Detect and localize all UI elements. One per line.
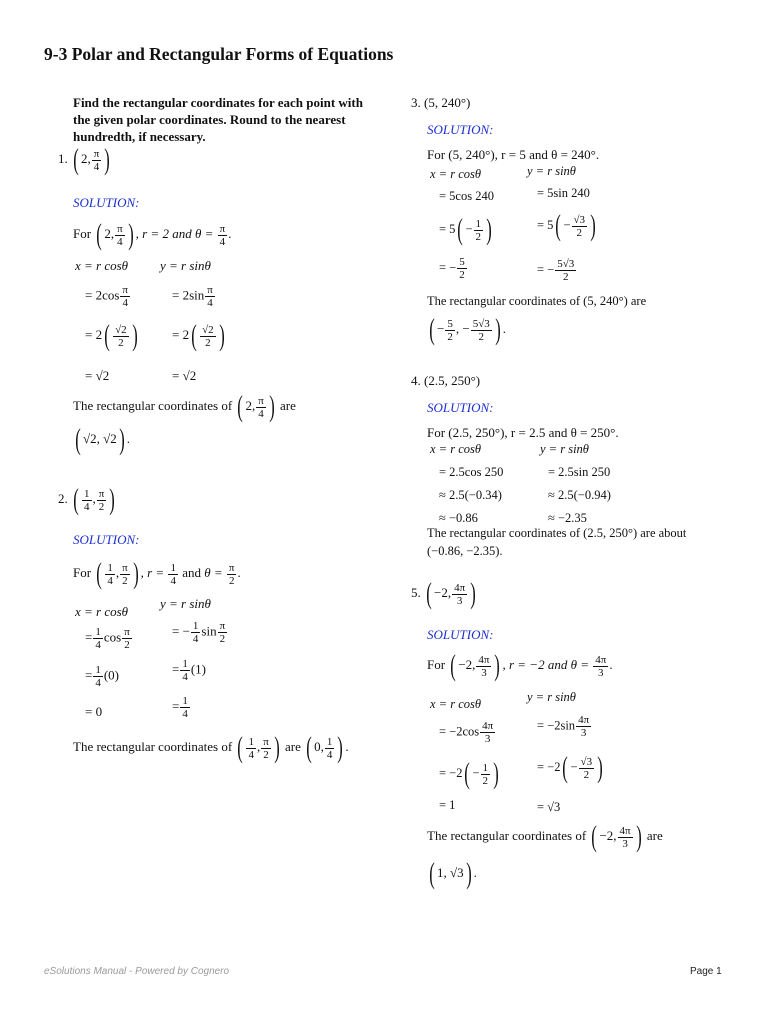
solution-label: SOLUTION:	[427, 400, 494, 415]
x-step: = 5( − $\frac{1}{2}$ )	[439, 213, 492, 246]
x-formula: x = r cosθ	[75, 604, 129, 619]
x-result: = 1	[439, 798, 456, 812]
paren-right: )	[104, 143, 111, 176]
problem-5-result: The rectangular coordinates of ( −2, $\frac{4\pi}{3}$ ) are	[427, 820, 663, 853]
x-result: = √2	[85, 368, 110, 383]
problem-2-heading: 2. ( $\frac{1}{4}$ , $\frac{\pi}{2}$ )	[58, 483, 116, 516]
problem-2-given: For ( $\frac{1}{4}$ , $\frac{\pi}{2}$ ) , r = $\frac{1}{4}$ and θ = $\frac{\pi}{2}$ .	[73, 557, 241, 590]
y-result: = − $\frac{5√3}{2}$	[537, 258, 575, 283]
solution-label: SOLUTION:	[427, 122, 494, 137]
x-step: = 2( $\frac{√2}{2}$ )	[85, 319, 138, 352]
problem-5-heading: 5. ( −2, $\frac{4\pi}{3}$ )	[411, 577, 476, 610]
problem-1-result: The rectangular coordinates of ( 2, $\frac{\pi}{4}$ ) are	[73, 390, 296, 423]
footer-source: eSolutions Manual - Powered by Cognero	[44, 966, 230, 977]
x-step: = 2.5cos 250	[439, 465, 504, 479]
problem-3-answer: ( − $\frac{5}{2}$ , − $\frac{5√3}{2}$ ) .	[429, 313, 506, 346]
problem-1-given: For ( 2, $\frac{\pi}{4}$ ) , r = 2 and θ = $\frac{\pi}{4}$ .	[73, 218, 232, 251]
x-step: = $\frac{1}{4}$ (0)	[85, 664, 120, 689]
y-step: = 2sin $\frac{\pi}{4}$	[172, 284, 213, 309]
problem-1-answer: ( √2, √2) .	[75, 423, 131, 456]
problem-2-result: The rectangular coordinates of ( $\frac{1}{4}$ , $\frac{\pi}{2}$ ) are ( 0, $\frac{1}{4}$ ) .	[73, 731, 349, 764]
solution-label: SOLUTION:	[73, 195, 140, 210]
problem-4-result: The rectangular coordinates of (2.5, 250°) are about	[427, 526, 687, 540]
instructions: Find the rectangular coordinates for each point with the given polar coordinates. Round to the nearest hundredth, if necessary.	[73, 95, 363, 144]
y-step: = − $\frac{1}{4}$ sin $\frac{\pi}{2}$	[172, 620, 226, 645]
y-step: = $\frac{1}{4}$ (1)	[172, 658, 207, 683]
y-step: ≈ 2.5(−0.94)	[548, 488, 611, 502]
solution-label: SOLUTION:	[73, 532, 140, 547]
x-formula: x = r cosθ	[75, 258, 129, 273]
y-step: = 5( − $\frac{√3}{2}$ )	[537, 209, 596, 242]
x-step: = −2cos $\frac{4\pi}{3}$	[439, 720, 494, 745]
problem-5-given: For ( −2, $\frac{4\pi}{3}$ ) , r = −2 and θ = $\frac{4\pi}{3}$ .	[427, 649, 613, 682]
y-formula: y = r sinθ	[540, 442, 589, 456]
y-step: = 5sin 240	[537, 186, 590, 200]
problem-4-heading: 4. (2.5, 250°)	[411, 373, 481, 388]
y-result: = √3	[537, 800, 561, 814]
x-result: = 0	[85, 704, 103, 719]
solution-label: SOLUTION:	[427, 627, 494, 642]
x-step: ≈ 2.5(−0.34)	[439, 488, 502, 502]
x-result: ≈ −0.86	[439, 511, 478, 525]
problem-number: 1.	[58, 150, 68, 166]
problem-1-heading: 1. ( 2, $\frac{\pi}{4}$ )	[58, 143, 111, 176]
y-step: = 2( $\frac{√2}{2}$ )	[172, 319, 225, 352]
problem-3-heading: 3. (5, 240°)	[411, 95, 471, 110]
problem-4-answer: (−0.86, −2.35).	[427, 544, 503, 558]
page-number: Page 1	[690, 966, 722, 977]
x-step: = 5cos 240	[439, 189, 494, 203]
y-step: = −2( − $\frac{√3}{2}$ )	[537, 751, 603, 784]
problem-3-result: The rectangular coordinates of (5, 240°) are	[427, 294, 647, 308]
y-step: = −2sin $\frac{4\pi}{3}$	[537, 714, 590, 739]
y-formula: y = r sinθ	[527, 164, 576, 178]
page-title: 9-3 Polar and Rectangular Forms of Equations	[44, 44, 394, 64]
y-formula: y = r sinθ	[160, 596, 211, 611]
x-step: = −2( − $\frac{1}{2}$ )	[439, 757, 499, 790]
y-formula: y = r sinθ	[160, 258, 211, 273]
y-formula: y = r sinθ	[527, 690, 576, 704]
problem-3-given: For (5, 240°), r = 5 and θ = 240°.	[427, 147, 600, 162]
x-formula: x = r cosθ	[430, 697, 482, 711]
x-formula: x = r cosθ	[430, 167, 482, 181]
paren-left: (	[73, 143, 79, 176]
x-formula: x = r cosθ	[430, 442, 482, 456]
problem-4-given: For (2.5, 250°), r = 2.5 and θ = 250°.	[427, 425, 619, 440]
x-step: = $\frac{1}{4}$ cos $\frac{\pi}{2}$	[85, 626, 130, 651]
y-result: = √2	[172, 368, 197, 383]
x-result: = − $\frac{5}{2}$	[439, 256, 465, 281]
y-result: ≈ −2.35	[548, 511, 587, 525]
x-step: = 2cos $\frac{\pi}{4}$	[85, 284, 128, 309]
fraction: $\frac{\pi}{4}$	[93, 147, 100, 173]
problem-5-answer: ( 1, √3) .	[429, 857, 477, 890]
y-step: = 2.5sin 250	[548, 465, 611, 479]
y-result: = $\frac{1}{4}$	[172, 695, 188, 720]
